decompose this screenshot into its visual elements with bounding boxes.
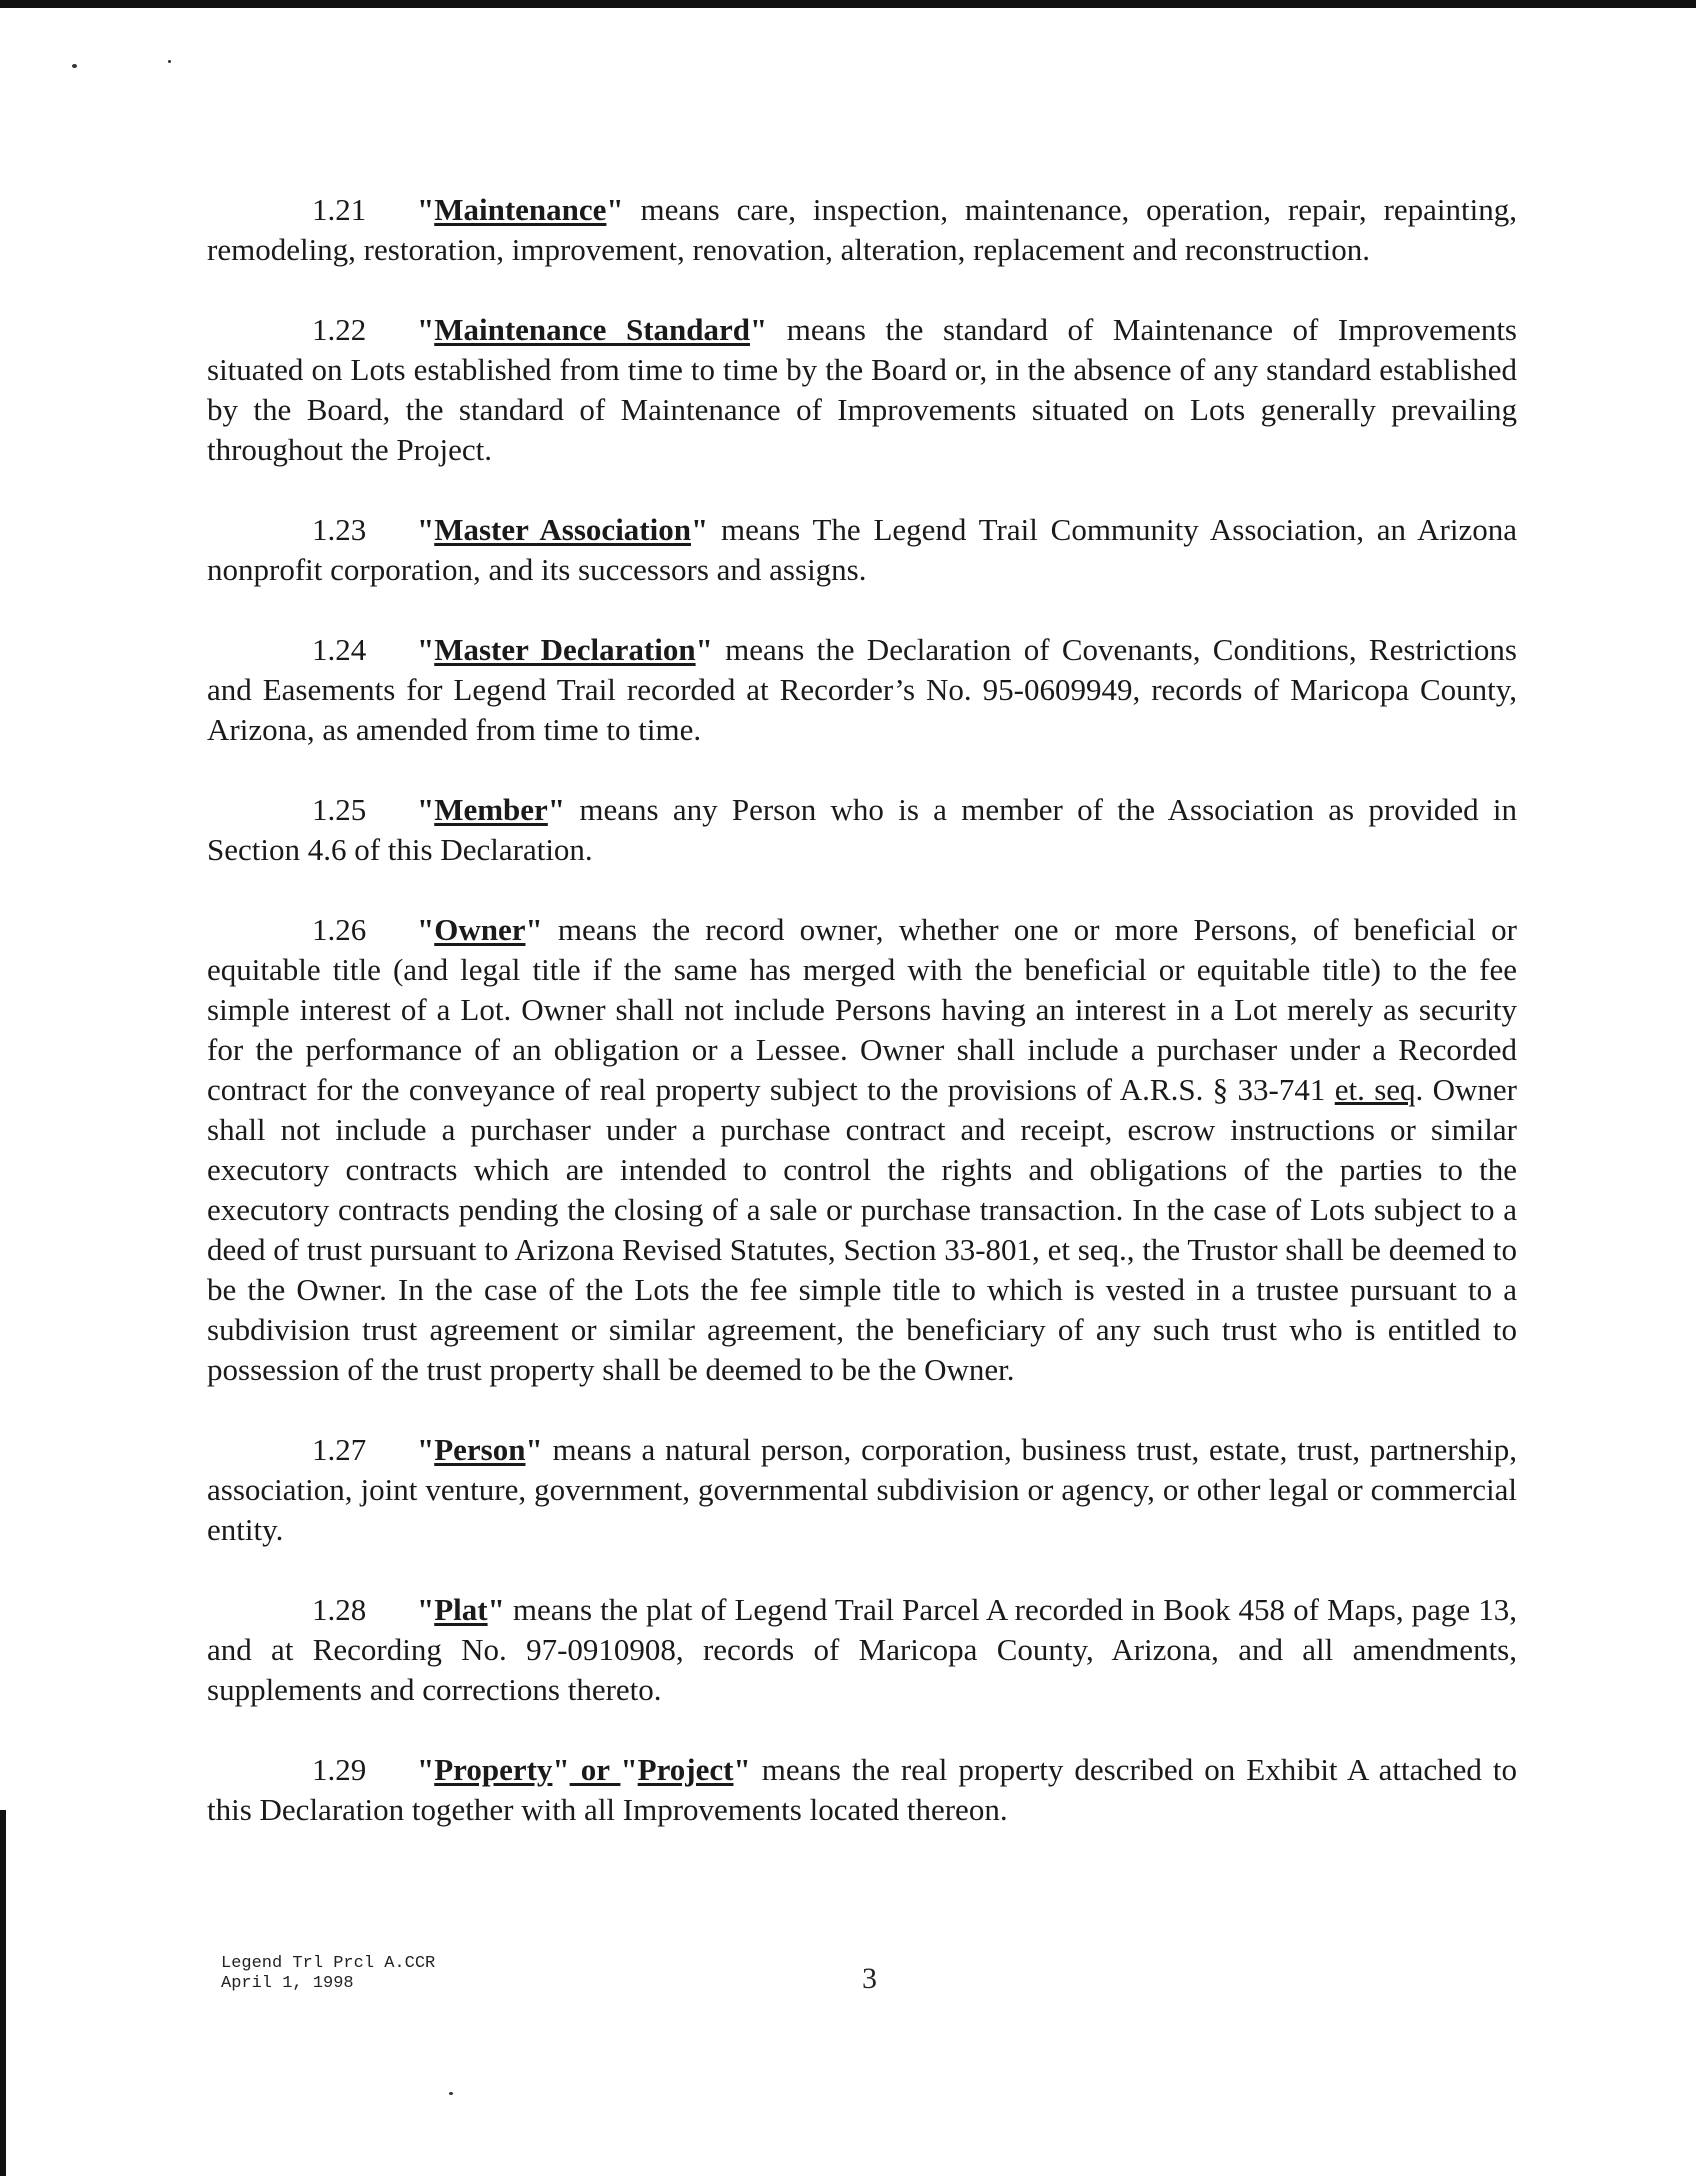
- definition-text: means the standard of Maintenance of Improvements situated on Lots established from time to time by the Board or, in the absence of any standard established by the Board, the standard of Maintenance of Improvements situated on Lots generally prevailing throughout the Project.: [207, 312, 1517, 467]
- defined-term: Member: [434, 792, 548, 827]
- et-seq-citation: et. seq: [1334, 1072, 1416, 1107]
- definition-1-25: 1.25 "Member" means any Person who is a member of the Association as provided in Section 4.6 of this Declaration.: [207, 792, 1517, 867]
- definition-text: means care, inspection, maintenance, operation, repair, repainting, remodeling, restoration, improvement, renovation, alteration, replacement and reconstruction.: [207, 192, 1517, 267]
- definition-text: means the plat of Legend Trail Parcel A recorded in Book 458 of Maps, page 13, and at Recording No. 97-0910908, records of Maricopa County, Arizona, and all amendments, supplements and corrections thereto.: [207, 1592, 1517, 1707]
- definition-text: means a natural person, corporation, business trust, estate, trust, partnership, association, joint venture, government, governmental subdivision or agency, or other legal or commercial entity.: [207, 1432, 1517, 1547]
- defined-term: Maintenance Standard: [434, 312, 751, 347]
- definition-1-29: 1.29 "Property" or "Project" means the real property described on Exhibit A attached to this Declaration together with all Improvements located thereon.: [207, 1752, 1517, 1827]
- scan-speck: [72, 64, 77, 68]
- definition-1-26: 1.26 "Owner" means the record owner, whether one or more Persons, of beneficial or equitable title (and legal title if the same has merged with the beneficial or equitable title) to the fee simple interest of a Lot. Owner shall not include Persons having an interest in a Lot merely as security for the performance of an obligation or a Lessee. Owner shall include a purchaser under a Recorded contract for the conveyance of real property subject to the provisions of A.R.S. § 33-741 et. seq. Owner shall not include a purchaser under a purchase contract and receipt, escrow instructions or similar executory contracts which are intended to control the rights and obligations of the parties to the executory contracts pending the closing of a sale or purchase transaction. In the case of Lots subject to a deed of trust pursuant to Arizona Revised Statutes, Section 33-801, et seq., the Trustor shall be deemed to be the Owner. In the case of the Lots the fee simple title to which is vested in a trustee pursuant to a subdivision trust agreement or similar agreement, the beneficiary of any such trust who is entitled to possession of the trust property shall be deemed to be the Owner.: [207, 912, 1518, 1387]
- scan-left-edge: [0, 1810, 6, 2176]
- scan-top-edge: [0, 0, 1696, 8]
- document-id-line1: Legend Trl Prcl A.CCR: [221, 1954, 436, 1973]
- defined-term: Property: [434, 1752, 553, 1787]
- definitions-section: [207, 190, 1517, 1870]
- definition-1-23: 1.23 "Master Association" means The Legend Trail Community Association, an Arizona nonprofit corporation, and its successors and assigns.: [207, 512, 1518, 587]
- definition-text: means the record owner, whether one or more Persons, of beneficial or equitable title (and legal title if the same has merged with the beneficial or equitable title) to the fee simple interest of a Lot. Owner shall not include Persons having an interest in a Lot merely as security for the performance of an obligation or a Lessee. Owner shall include a purchaser under a Recorded contract for the conveyance of real property subject to the provisions of A.R.S. § 33-741: [207, 912, 1517, 1107]
- section-number: 1.27: [312, 1432, 367, 1467]
- defined-term: Plat: [434, 1592, 488, 1627]
- definition-1-27: 1.27 "Person" means a natural person, corporation, business trust, estate, trust, partnership, association, joint venture, government, governmental subdivision or agency, or other legal or commercial entity.: [207, 1432, 1517, 1547]
- term-join: or: [569, 1752, 621, 1787]
- defined-term: Master Association: [434, 512, 691, 547]
- defined-term: Maintenance: [434, 192, 607, 227]
- section-number: 1.24: [312, 632, 367, 667]
- definition-text: means any Person who is a member of the Association as provided in Section 4.6 of this Declaration.: [207, 792, 1517, 867]
- section-number: 1.26: [312, 912, 367, 947]
- page-number: 3: [862, 1962, 877, 1995]
- section-number: 1.28: [312, 1592, 367, 1627]
- section-number: 1.22: [312, 312, 367, 347]
- document-id: [221, 1954, 435, 1994]
- section-number: 1.21: [312, 192, 367, 227]
- definition-1-22: 1.22 "Maintenance Standard" means the standard of Maintenance of Improvements situated on Lots established from time to time by the Board or, in the absence of any standard established by the Board, the standard of Maintenance of Improvements situated on Lots generally prevailing throughout the Project.: [207, 312, 1517, 467]
- defined-term: Person: [434, 1432, 526, 1467]
- definition-text: means The Legend Trail Community Association, an Arizona nonprofit corporation, and its successors and assigns.: [207, 512, 1518, 587]
- scan-speck: [449, 2092, 453, 2095]
- document-id-line2: April 1, 1998: [221, 1974, 354, 1993]
- defined-term: Owner: [434, 912, 526, 947]
- definition-1-21: 1.21 "Maintenance" means care, inspection, maintenance, operation, repair, repainting, remodeling, restoration, improvement, renovation, alteration, replacement and reconstruction.: [207, 192, 1517, 267]
- defined-term: Master Declaration: [434, 632, 696, 667]
- definition-1-24: 1.24 "Master Declaration" means the Declaration of Covenants, Conditions, Restrictions and Easements for Legend Trail recorded at Recorder’s No. 95-0609949, records of Maricopa County, Arizona, as amended from time to time.: [207, 632, 1517, 747]
- definition-text: means the real property described on Exhibit A attached to this Declaration together with all Improvements located thereon.: [207, 1752, 1517, 1827]
- section-number: 1.29: [312, 1752, 367, 1787]
- section-number: 1.23: [312, 512, 367, 547]
- section-number: 1.25: [312, 792, 367, 827]
- definition-text: means the Declaration of Covenants, Conditions, Restrictions and Easements for Legend Trail recorded at Recorder’s No. 95-0609949, records of Maricopa County, Arizona, as amended from time to time.: [207, 632, 1517, 747]
- scan-speck: [168, 60, 171, 63]
- definition-text-continued: . Owner shall not include a purchaser under a purchase contract and receipt, escrow instructions or similar executory contracts which are intended to control the rights and obligations of the parties to the executory contracts pending the closing of a sale or purchase transaction. In the case of Lots subject to a deed of trust pursuant to Arizona Revised Statutes, Section 33-801, et seq., the Trustor shall be deemed to be the Owner. In the case of the Lots the fee simple title to which is vested in a trustee pursuant to a subdivision trust agreement or similar agreement, the beneficiary of any such trust who is entitled to possession of the trust property shall be deemed to be the Owner.: [207, 1072, 1518, 1387]
- defined-term-alt: Project: [637, 1752, 734, 1787]
- definition-1-28: 1.28 "Plat" means the plat of Legend Trail Parcel A recorded in Book 458 of Maps, page 13, and at Recording No. 97-0910908, records of Maricopa County, Arizona, and all amendments, supplements and corrections thereto.: [207, 1592, 1517, 1707]
